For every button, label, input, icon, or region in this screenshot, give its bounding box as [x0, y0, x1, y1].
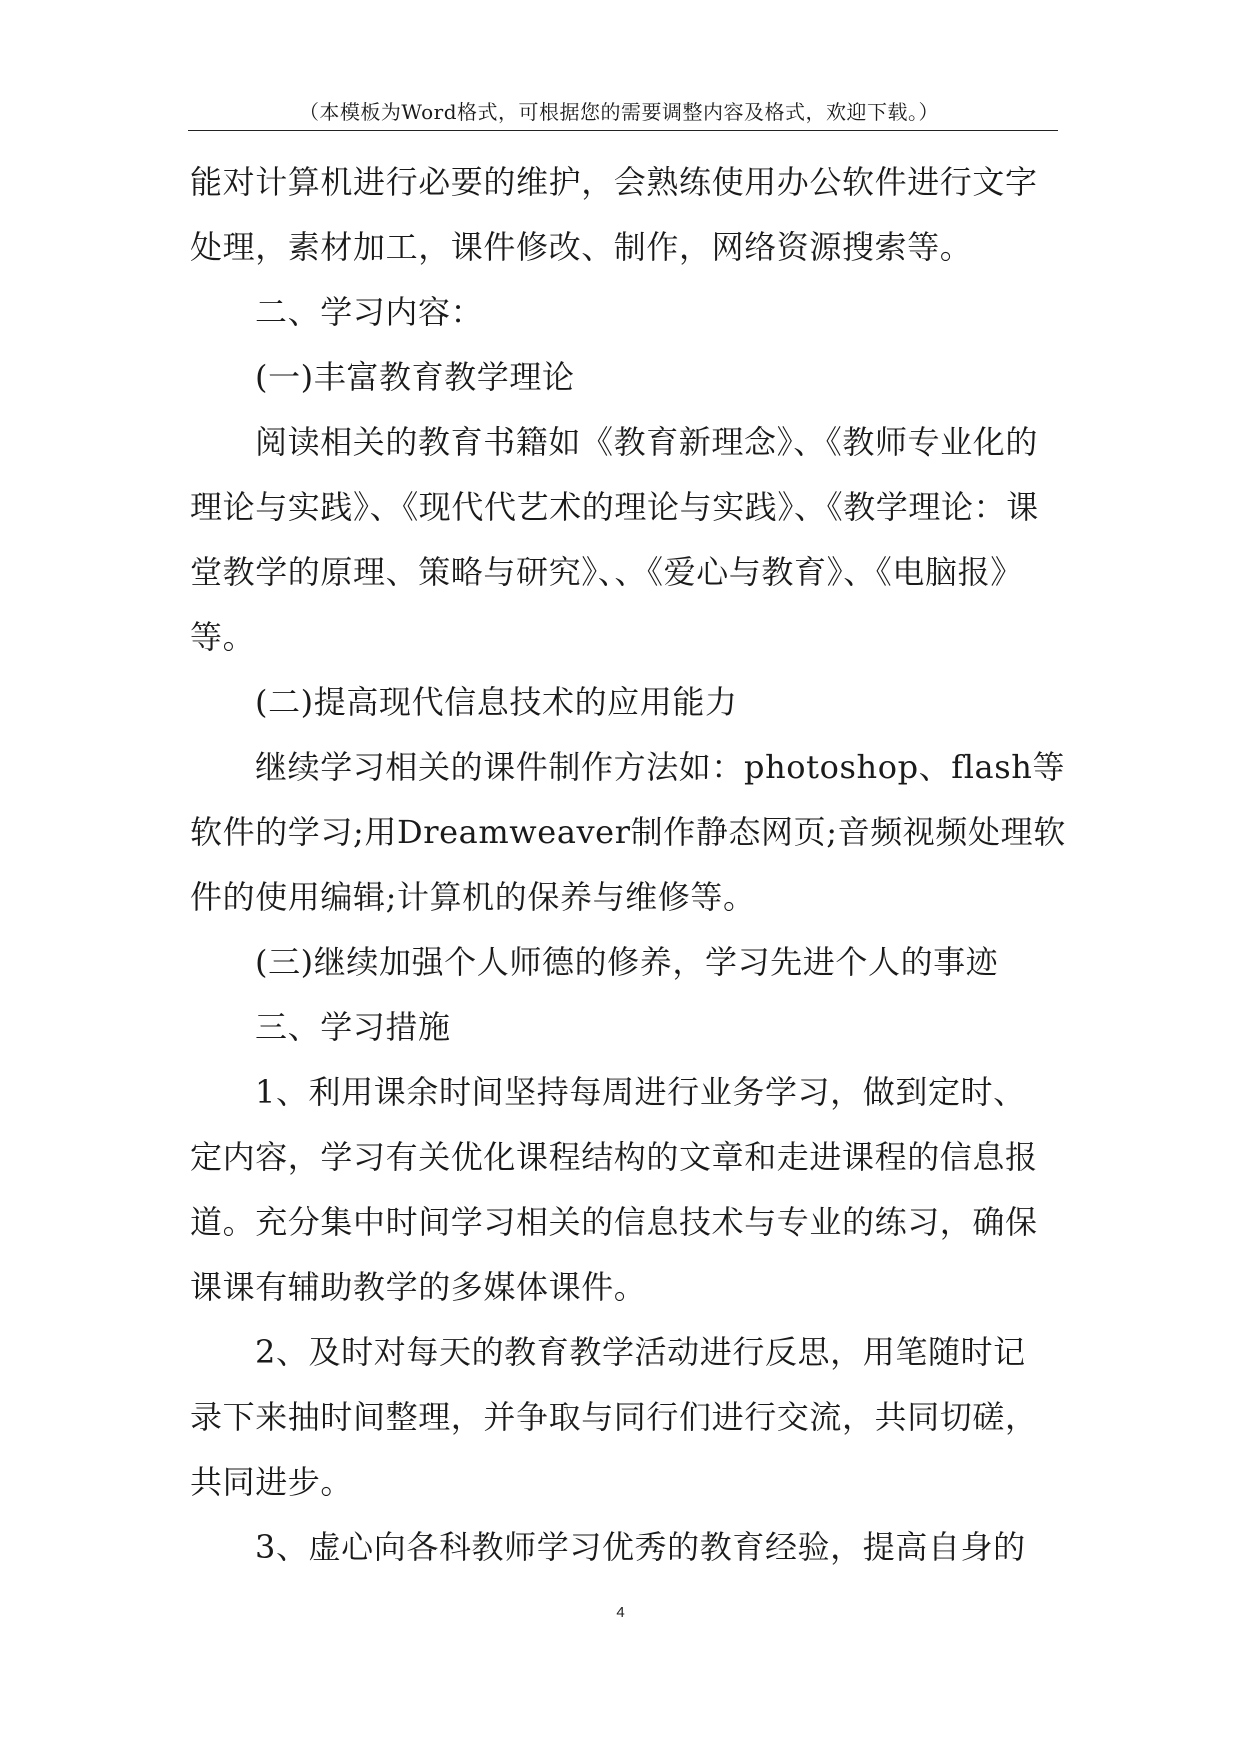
text-line: 继续学习相关的课件制作方法如：photoshop、flash等: [255, 748, 1066, 786]
text-line: 共同进步。: [190, 1463, 354, 1501]
text-line: 1、利用课余时间坚持每周进行业务学习，做到定时、: [255, 1073, 1026, 1111]
page-number: 4: [616, 1604, 625, 1621]
text-line: 堂教学的原理、策略与研究》、、《爱心与教育》、《电脑报》: [190, 553, 1023, 591]
text-line: 阅读相关的教育书籍如《教育新理念》、《教师专业化的: [255, 423, 1039, 461]
text-line: 理论与实践》、《现代代艺术的理论与实践》、《教学理论：课: [190, 488, 1039, 526]
subsection-heading: (一)丰富教育教学理论: [255, 358, 575, 396]
text-line: 录下来抽时间整理，并争取与同行们进行交流，共同切磋，: [190, 1398, 1038, 1436]
text-line: 定内容，学习有关优化课程结构的文章和走进课程的信息报: [190, 1138, 1038, 1176]
template-notice-header: （本模板为Word格式，可根据您的需要调整内容及格式，欢迎下载。）: [298, 100, 940, 124]
text-line: 件的使用编辑;计算机的保养与维修等。: [190, 878, 756, 916]
text-line: 2、及时对每天的教育教学活动进行反思，用笔随时记: [255, 1333, 1026, 1371]
text-line: 等。: [190, 618, 256, 656]
text-line: 能对计算机进行必要的维护，会熟练使用办公软件进行文字: [190, 163, 1038, 201]
subsection-heading: (二)提高现代信息技术的应用能力: [255, 683, 738, 721]
header-divider: [188, 130, 1058, 131]
text-line: 3、虚心向各科教师学习优秀的教育经验，提高自身的: [255, 1528, 1026, 1566]
text-line: 处理，素材加工，课件修改、制作，网络资源搜索等。: [190, 228, 973, 266]
text-line: 道。充分集中时间学习相关的信息技术与专业的练习，确保: [190, 1203, 1038, 1241]
section-heading: 二、学习内容：: [255, 293, 484, 331]
text-line: 软件的学习;用Dreamweaver制作静态网页;音频视频处理软: [190, 813, 1066, 851]
document-body: [190, 150, 1066, 1580]
text-line: 课课有辅助教学的多媒体课件。: [190, 1268, 647, 1306]
subsection-heading: (三)继续加强个人师德的修养，学习先进个人的事迹: [255, 943, 999, 981]
section-heading: 三、学习措施: [255, 1008, 451, 1046]
